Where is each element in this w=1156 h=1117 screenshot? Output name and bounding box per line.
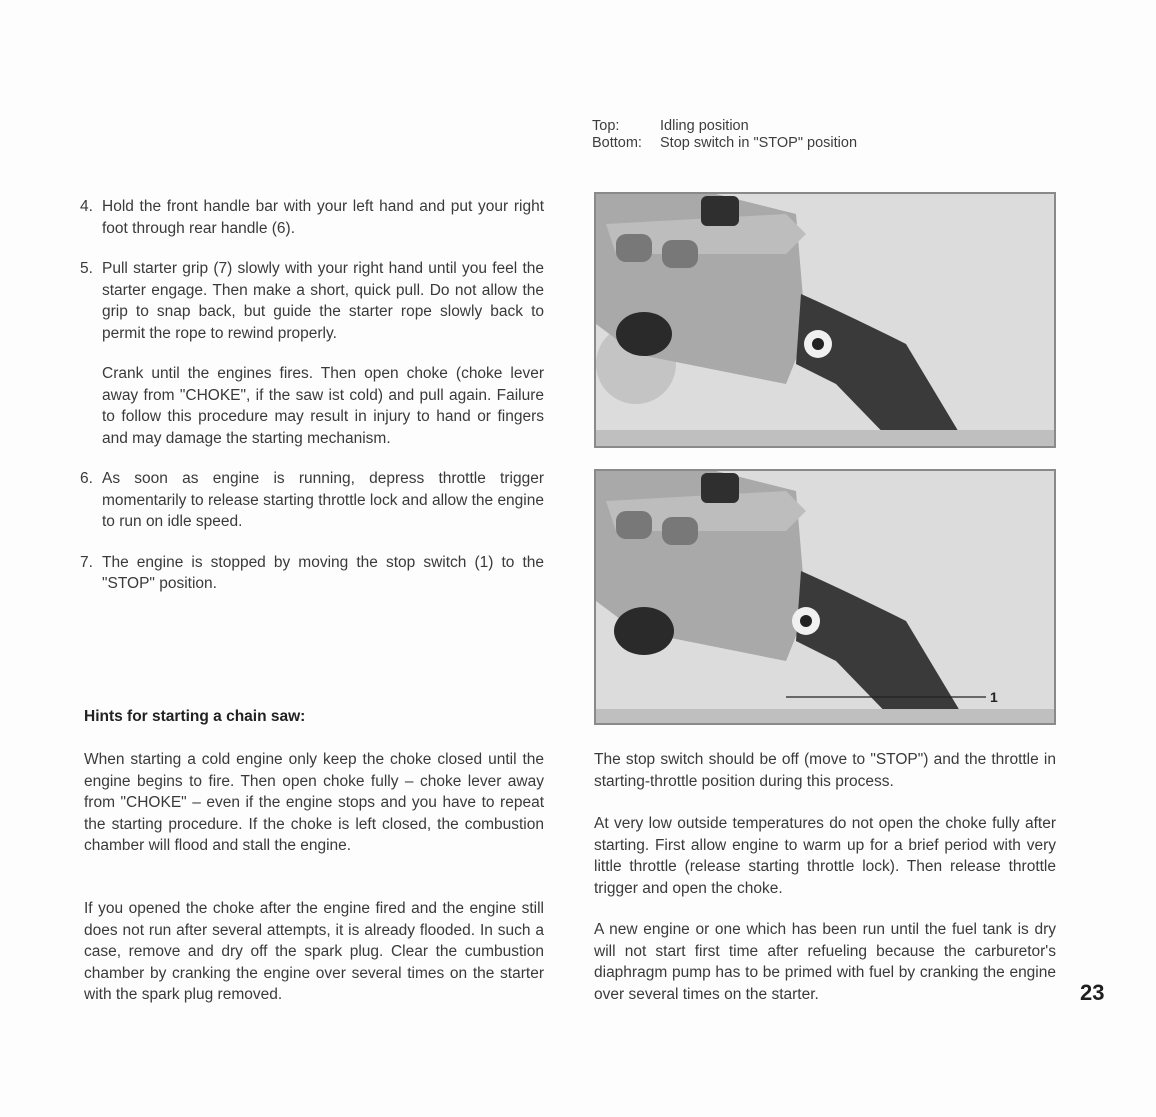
page-number: 23 (1080, 980, 1105, 1005)
right-paragraph: A new engine or one which has been run until the fuel tank is dry will not start first time after refueling because the carburetor's diaphragm pump has to be primed with fuel by cranking the engine over several times on the starter. (594, 921, 1056, 1003)
caption-top-label: Top: (592, 118, 620, 134)
step-6 (80, 468, 544, 533)
step-5-continued (80, 363, 544, 449)
hints-paragraph: If you opened the choke after the engine fired and the engine still does not run after several attempts, it is already flooded. In such a case, remove and dry off the spark plug. Clear the cumbustion chamber by cranking the engine over several times on the starter with the spark plug removed. (84, 900, 544, 1003)
hints-heading: Hints for starting a chain saw: (84, 708, 306, 725)
step-5 (80, 258, 544, 344)
photo-stop-position (594, 469, 1056, 725)
caption-top-text: Idling position (660, 118, 749, 134)
step-text: As soon as engine is running, depress throttle trigger momentarily to release starting throttle lock and allow the engine to run on idle speed. (102, 470, 544, 530)
step-number: 7. (80, 553, 93, 571)
step-4 (80, 196, 544, 239)
step-text: Pull starter grip (7) slowly with your right hand until you feel the starter engage. Then make a short, quick pull. Do not allow the grip to snap back, but guide the starter rope slowly back to permit the rope to rewind properly. (102, 260, 544, 342)
step-text: Crank until the engines fires. Then open choke (choke lever away from "CHOKE", if the saw ist cold) and pull again. Failure to follow this procedure may result in injury to hand or fingers and may damage the starting mechanism. (102, 365, 544, 447)
step-text: Hold the front handle bar with your left hand and put your right foot through rear handle (6). (102, 198, 544, 237)
caption-bottom-label: Bottom: (592, 135, 642, 151)
step-text: The engine is stopped by moving the stop switch (1) to the "STOP" position. (102, 553, 544, 592)
callout-1-label: 1 (990, 689, 998, 705)
caption-bottom-text: Stop switch in "STOP" position (660, 135, 858, 151)
photo-caption (592, 118, 857, 152)
photo-idling-position (594, 192, 1056, 448)
step-number (80, 363, 102, 449)
step-7 (80, 552, 544, 595)
right-paragraph: At very low outside temperatures do not open the choke fully after starting. First allow engine to warm up for a brief period with very little throttle (release starting throttle lock). Then release throttle trigger and open the choke. (594, 815, 1056, 897)
step-number: 4. (80, 198, 93, 215)
step-number: 6. (80, 470, 93, 487)
hints-paragraph: When starting a cold engine only keep the choke closed until the engine begins to fire. Then open choke fully – choke lever away from "CHOKE" – even if the engine stops and you have to repeat the starting procedure. If the choke is left closed, the combustion chamber will flood and stall the engine. (84, 751, 544, 854)
starting-steps-list (80, 196, 544, 595)
right-paragraph: The stop switch should be off (move to "STOP") and the throttle in starting-throttle position during this process. (594, 751, 1056, 790)
step-number: 5. (80, 260, 93, 277)
